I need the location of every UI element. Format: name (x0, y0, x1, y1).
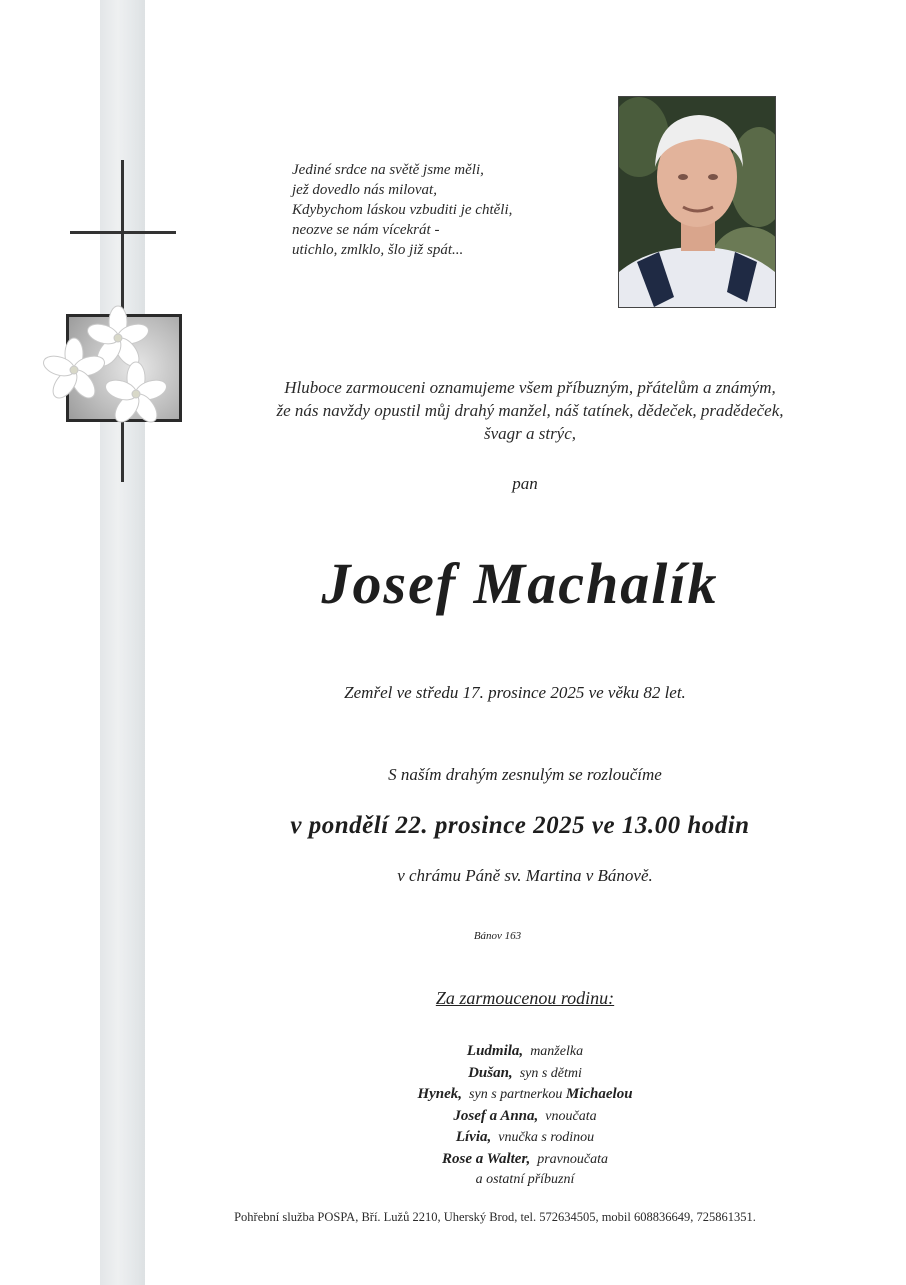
announcement-line: Hluboce zarmouceni oznamujeme všem příbuzným, přátelům a známým, (284, 378, 776, 397)
poem-line: jež dovedlo nás milovat, (292, 182, 437, 198)
family-relation: syn s dětmi (519, 1065, 582, 1081)
list-item (330, 1127, 720, 1149)
family-name: Ludmila, (466, 1043, 524, 1059)
farewell-intro: S naším drahým zesnulým se rozloučíme (388, 765, 662, 784)
family-relation: manželka (530, 1044, 584, 1059)
poem (292, 160, 552, 260)
announcement-line: že nás navždy opustil můj drahý manžel, náš tatínek, dědeček, pradědeček, (276, 401, 784, 420)
family-name: Rose a Walter, (442, 1150, 531, 1167)
farewell-date: v pondělí 22. prosince 2025 ve 13.00 hodin (290, 812, 750, 839)
family-relation: vnučka s rodinou (498, 1130, 595, 1145)
family-name: Lívia, (455, 1129, 492, 1145)
family-relation: vnoučata (545, 1108, 597, 1124)
family-list (330, 1041, 720, 1191)
portrait-photo (618, 96, 776, 308)
poem-line: Kdybychom láskou vzbuditi je chtěli, (292, 202, 513, 218)
family-name: Dušan, (468, 1064, 513, 1081)
death-info: Zemřel ve středu 17. prosince 2025 ve věku 82 let. (344, 683, 686, 702)
title-pan: pan (512, 474, 538, 493)
flower-icon (40, 300, 180, 440)
poem-line: Jediné srdce na světě jsme měli, (292, 162, 484, 178)
deceased-name: Josef Machalík (321, 551, 719, 616)
list-item (330, 1084, 720, 1106)
farewell-place: v chrámu Páně sv. Martina v Bánově. (397, 866, 653, 885)
cross-bar (70, 231, 176, 234)
family-name: Hynek, (417, 1086, 463, 1102)
family-extra: Michaelou (565, 1086, 633, 1102)
announcement-line: švagr a strýc, (483, 424, 577, 443)
list-item (330, 1106, 720, 1128)
family-relation: pravnoučata (537, 1151, 608, 1167)
family-name: Josef a Anna, (453, 1107, 539, 1124)
announcement (225, 376, 835, 445)
poem-line: neozve se nám vícekrát - (292, 222, 440, 238)
poem-line: utichlo, zmlklo, šlo již spát... (292, 242, 464, 258)
family-title: Za zarmoucenou rodinu: (435, 988, 615, 1008)
footer-funeral-service: Pohřební služba POSPA, Bří. Lužů 2210, Uherský Brod, tel. 572634505, mobil 608836649, 725861351. (234, 1210, 756, 1224)
list-item (330, 1149, 720, 1171)
list-item (330, 1170, 720, 1191)
list-item (330, 1063, 720, 1085)
family-others: a ostatní příbuzní (475, 1172, 575, 1187)
address: Bánov 163 (473, 930, 522, 942)
list-item (330, 1041, 720, 1063)
family-relation: syn s partnerkou (469, 1087, 563, 1102)
